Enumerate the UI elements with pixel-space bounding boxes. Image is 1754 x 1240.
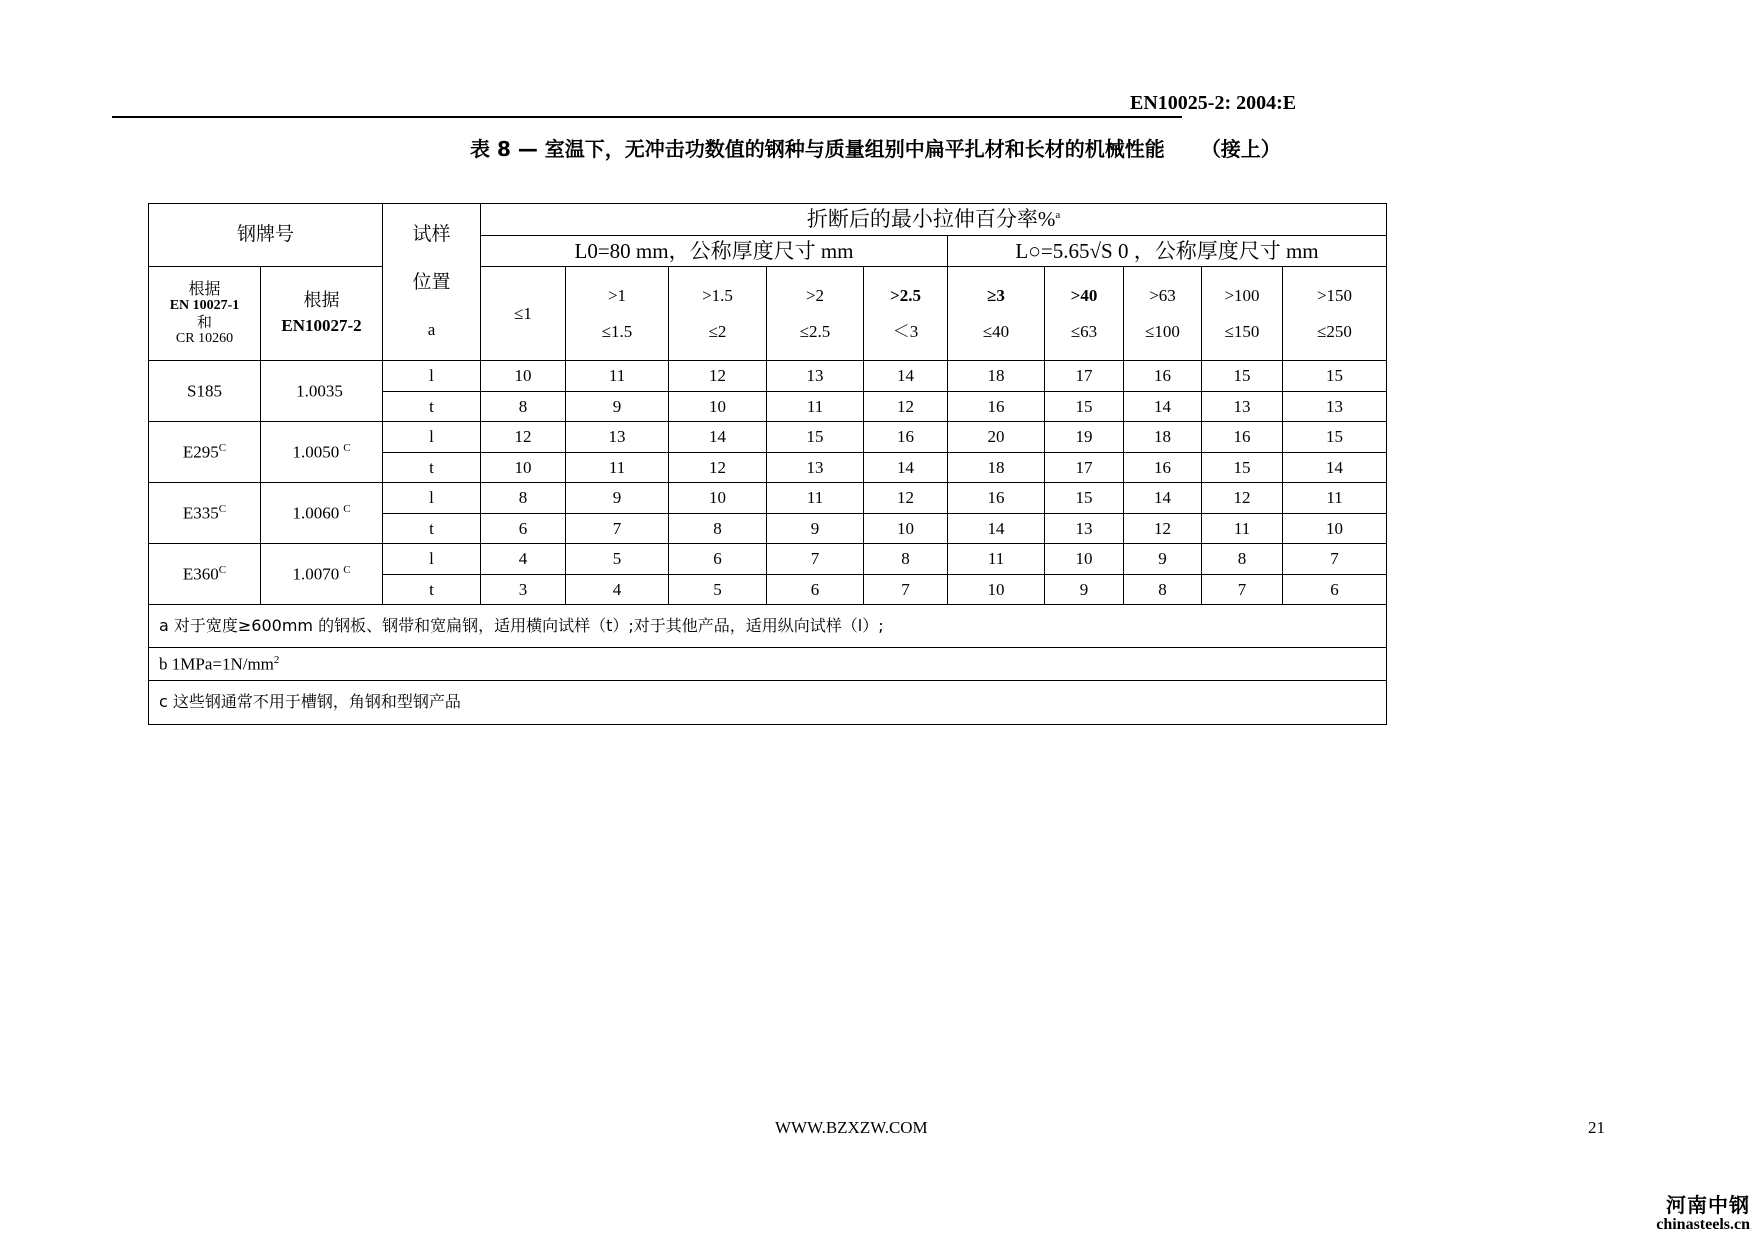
number-col-header-line2: EN10027-2 xyxy=(281,316,362,336)
number-col-header-line1: 根据 xyxy=(303,290,340,312)
elongation-value: 11 xyxy=(566,361,669,392)
document-id: EN10025-2: 2004:E xyxy=(1130,92,1297,114)
steel-name-cell xyxy=(149,422,261,483)
elongation-value: 8 xyxy=(1124,575,1202,605)
number-col-header xyxy=(261,267,383,361)
table-row xyxy=(149,361,1387,392)
steel-name-cell xyxy=(149,483,261,544)
steel-number-cell xyxy=(261,483,383,544)
sample-position: l xyxy=(383,483,481,514)
steel-name: S185 xyxy=(187,381,222,401)
steel-name-cell xyxy=(149,544,261,605)
elongation-value: 15 xyxy=(767,422,864,453)
table-row xyxy=(149,483,1387,514)
elongation-value: 13 xyxy=(566,422,669,453)
subheader-l565: L○=5.65√S 0 ，公称厚度尺寸 mm xyxy=(948,236,1387,267)
thickness-range-header xyxy=(948,267,1045,361)
elongation-value: 12 xyxy=(669,361,767,392)
elongation-value: 9 xyxy=(767,514,864,544)
page-number: 21 xyxy=(1588,1118,1605,1137)
steel-number-cell xyxy=(261,544,383,605)
thickness-range-header xyxy=(481,267,566,361)
elongation-value: 10 xyxy=(1283,514,1387,544)
footnote-b-sup: 2 xyxy=(273,653,280,666)
sample-position: t xyxy=(383,514,481,544)
elongation-value: 16 xyxy=(1124,453,1202,483)
thickness-range-lower: >2 xyxy=(805,285,825,305)
sample-position: t xyxy=(383,392,481,422)
elongation-value: 7 xyxy=(864,575,948,605)
thickness-range-header xyxy=(864,267,948,361)
elongation-value: 6 xyxy=(767,575,864,605)
subheader-l80: L0=80 mm，公称厚度尺寸 mm xyxy=(481,236,948,267)
elongation-value: 19 xyxy=(1045,422,1124,453)
footnote-c: c 这些钢通常不用于槽钢，角钢和型钢产品 xyxy=(149,681,1387,725)
thickness-range-lower: ≥3 xyxy=(987,285,1005,305)
thickness-range-header xyxy=(1045,267,1124,361)
elongation-value: 15 xyxy=(1202,453,1283,483)
steel-name-footnote: C xyxy=(218,563,227,576)
thickness-range-lower: >1 xyxy=(607,285,627,305)
elongation-value: 10 xyxy=(948,575,1045,605)
elongation-value: 10 xyxy=(669,392,767,422)
elongation-value: 8 xyxy=(669,514,767,544)
elongation-value: 12 xyxy=(669,453,767,483)
steel-number: 1.0060 xyxy=(292,503,340,523)
elongation-value: 13 xyxy=(767,453,864,483)
thickness-range-upper: ≤2.5 xyxy=(799,321,831,341)
name-col-header xyxy=(149,267,261,361)
thickness-range-lower: >63 xyxy=(1149,285,1176,305)
elongation-value: 10 xyxy=(481,453,566,483)
elongation-value: 15 xyxy=(1283,422,1387,453)
elongation-value: 16 xyxy=(948,483,1045,514)
elongation-value: 6 xyxy=(481,514,566,544)
steel-number-footnote: C xyxy=(343,502,351,515)
sample-position-header-line1: 试样 xyxy=(412,223,451,246)
thickness-range-upper: ≤1.5 xyxy=(601,321,633,341)
table-title xyxy=(470,133,1281,162)
watermark-cn: 河南中钢 xyxy=(1666,1193,1750,1218)
name-col-header-line1: 根据 xyxy=(188,278,221,298)
elongation-value: 11 xyxy=(948,544,1045,575)
elongation-value: 18 xyxy=(948,453,1045,483)
elongation-value: 3 xyxy=(481,575,566,605)
sample-position: l xyxy=(383,361,481,392)
elongation-value: 15 xyxy=(1045,392,1124,422)
thickness-range-upper: ≤250 xyxy=(1317,321,1352,341)
elongation-value: 13 xyxy=(1045,514,1124,544)
elongation-value: 15 xyxy=(1283,361,1387,392)
thickness-range-upper: ≤40 xyxy=(982,321,1010,341)
elongation-value: 10 xyxy=(864,514,948,544)
name-col-header-line2: EN 10027-1 xyxy=(169,297,240,313)
elongation-value: 4 xyxy=(566,575,669,605)
elongation-header xyxy=(481,204,1387,236)
elongation-value: 6 xyxy=(1283,575,1387,605)
thickness-range-upper: ≤150 xyxy=(1224,321,1260,341)
elongation-value: 6 xyxy=(669,544,767,575)
thickness-range-header xyxy=(566,267,669,361)
elongation-value: 7 xyxy=(566,514,669,544)
steel-name-cell xyxy=(149,361,261,422)
thickness-range-lower: >1.5 xyxy=(702,285,733,305)
elongation-value: 8 xyxy=(481,483,566,514)
sample-position: l xyxy=(383,422,481,453)
table-row xyxy=(149,544,1387,575)
elongation-value: 18 xyxy=(948,361,1045,392)
thickness-range-upper: ≤63 xyxy=(1070,321,1098,341)
elongation-value: 11 xyxy=(1283,483,1387,514)
site-watermark xyxy=(1656,1194,1750,1234)
thickness-range-lower: >100 xyxy=(1224,285,1260,305)
sample-position: t xyxy=(383,453,481,483)
sample-position-header xyxy=(383,204,481,361)
elongation-value: 12 xyxy=(864,483,948,514)
elongation-value: 14 xyxy=(1124,392,1202,422)
elongation-value: 11 xyxy=(1202,514,1283,544)
table-title-text: 表 8 — 室温下，无冲击功数值的钢种与质量组别中扁平扎材和长材的机械性能 xyxy=(470,137,1165,161)
elongation-value: 8 xyxy=(1202,544,1283,575)
elongation-value: 20 xyxy=(948,422,1045,453)
elongation-value: 8 xyxy=(481,392,566,422)
steel-name: E360 xyxy=(182,564,219,584)
steel-name-footnote: C xyxy=(218,502,227,515)
elongation-value: 15 xyxy=(1202,361,1283,392)
elongation-value: 16 xyxy=(1124,361,1202,392)
elongation-value: 7 xyxy=(1202,575,1283,605)
thickness-range-lower: >150 xyxy=(1316,285,1353,305)
steel-number-cell xyxy=(261,422,383,483)
elongation-value: 18 xyxy=(1124,422,1202,453)
elongation-value: 12 xyxy=(481,422,566,453)
elongation-value: 13 xyxy=(1283,392,1387,422)
sample-position-header-line3: a xyxy=(427,320,436,340)
thickness-range-header xyxy=(1124,267,1202,361)
elongation-value: 10 xyxy=(1045,544,1124,575)
steel-number-footnote: C xyxy=(343,563,351,576)
elongation-value: 14 xyxy=(864,361,948,392)
thickness-range-upper: ＜3 xyxy=(892,321,919,341)
steel-name: E295 xyxy=(182,442,219,462)
elongation-value: 17 xyxy=(1045,361,1124,392)
elongation-value: 5 xyxy=(669,575,767,605)
footnote-a: a 对于宽度≥600mm 的钢板、钢带和宽扁钢，适用横向试样（t）;对于其他产品，适用纵向试样（l）; xyxy=(149,605,1387,648)
mechanical-properties-table xyxy=(148,203,1387,725)
elongation-value: 16 xyxy=(948,392,1045,422)
elongation-value: 14 xyxy=(669,422,767,453)
sample-position-header-line2: 位置 xyxy=(412,271,451,294)
elongation-value: 10 xyxy=(481,361,566,392)
steel-number: 1.0035 xyxy=(296,381,343,401)
steel-number-cell xyxy=(261,361,383,422)
elongation-value: 11 xyxy=(767,483,864,514)
elongation-value: 12 xyxy=(1202,483,1283,514)
footer-website[interactable]: WWW.BZXZW.COM xyxy=(775,1118,928,1137)
name-col-header-line4: CR 10260 xyxy=(175,331,234,347)
elongation-value: 17 xyxy=(1045,453,1124,483)
thickness-range-upper: ≤1 xyxy=(514,303,532,323)
elongation-value: 12 xyxy=(864,392,948,422)
thickness-range-lower: >40 xyxy=(1070,285,1098,305)
elongation-value: 13 xyxy=(767,361,864,392)
elongation-value: 16 xyxy=(864,422,948,453)
elongation-value: 15 xyxy=(1045,483,1124,514)
elongation-value: 9 xyxy=(566,392,669,422)
header-rule xyxy=(112,116,1182,118)
table-title-suffix: （接上） xyxy=(1200,137,1281,161)
elongation-value: 14 xyxy=(1124,483,1202,514)
footnote-b xyxy=(149,648,1387,681)
sample-position: l xyxy=(383,544,481,575)
elongation-value: 9 xyxy=(1045,575,1124,605)
elongation-value: 7 xyxy=(767,544,864,575)
elongation-value: 12 xyxy=(1124,514,1202,544)
thickness-range-upper: ≤2 xyxy=(708,321,727,341)
designation-header: 钢牌号 xyxy=(149,204,383,267)
elongation-value: 5 xyxy=(566,544,669,575)
sample-position: t xyxy=(383,575,481,605)
elongation-value: 14 xyxy=(864,453,948,483)
elongation-value: 8 xyxy=(864,544,948,575)
thickness-range-header xyxy=(1283,267,1387,361)
elongation-value: 16 xyxy=(1202,422,1283,453)
watermark-en: chinasteels.cn xyxy=(1656,1216,1750,1234)
elongation-value: 9 xyxy=(566,483,669,514)
thickness-range-upper: ≤100 xyxy=(1145,321,1180,341)
steel-number: 1.0070 xyxy=(292,564,340,584)
thickness-range-header xyxy=(669,267,767,361)
elongation-value: 13 xyxy=(1202,392,1283,422)
steel-name-footnote: C xyxy=(218,441,227,454)
elongation-value: 11 xyxy=(767,392,864,422)
footnote-b-text: b 1MPa=1N/mm xyxy=(159,654,274,674)
elongation-header-text: 折断后的最小拉伸百分率% xyxy=(806,207,1056,232)
elongation-value: 11 xyxy=(566,453,669,483)
elongation-header-footnote: a xyxy=(1055,209,1061,222)
elongation-value: 9 xyxy=(1124,544,1202,575)
table-row xyxy=(149,422,1387,453)
elongation-value: 14 xyxy=(948,514,1045,544)
thickness-range-lower: >2.5 xyxy=(890,285,921,305)
steel-number: 1.0050 xyxy=(292,442,340,462)
thickness-range-header xyxy=(767,267,864,361)
elongation-value: 4 xyxy=(481,544,566,575)
elongation-value: 7 xyxy=(1283,544,1387,575)
elongation-value: 14 xyxy=(1283,453,1387,483)
steel-number-footnote: C xyxy=(343,441,351,454)
steel-name: E335 xyxy=(182,503,219,523)
thickness-range-header xyxy=(1202,267,1283,361)
name-col-header-line3: 和 xyxy=(196,313,212,332)
elongation-value: 10 xyxy=(669,483,767,514)
